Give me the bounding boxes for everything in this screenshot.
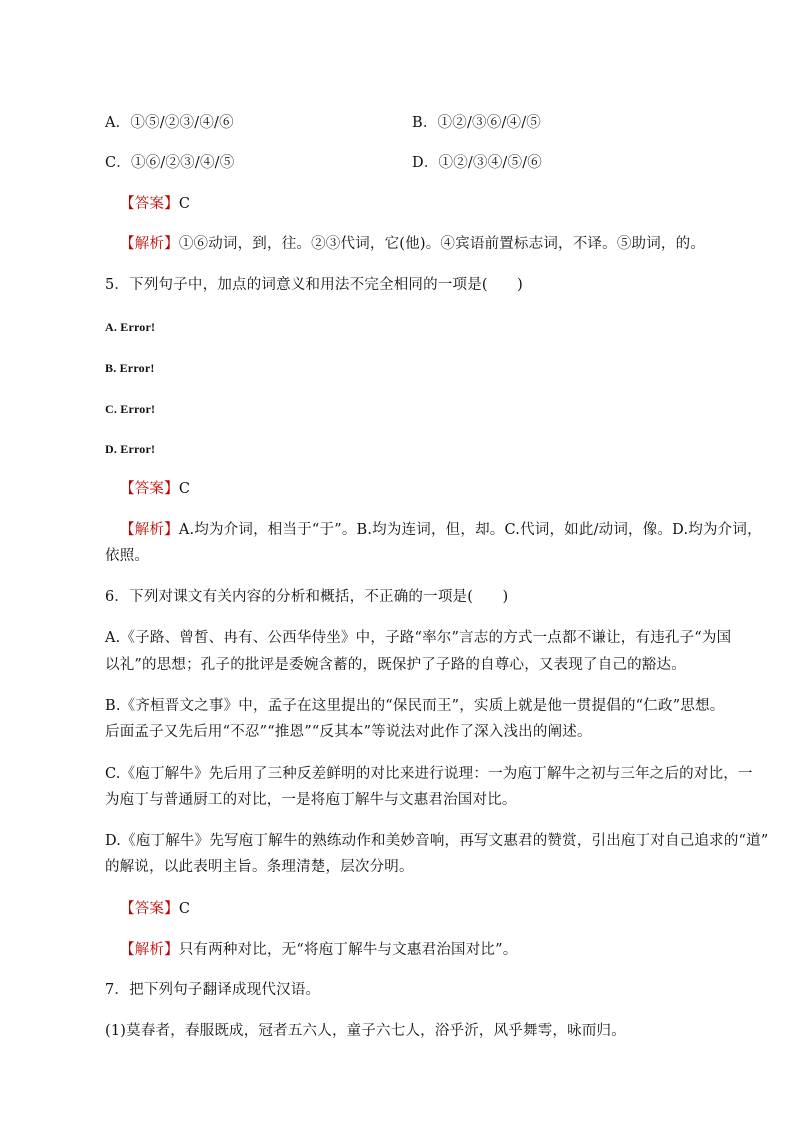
q6-option-d-line2: 的解说，以此表明主旨。条理清楚，层次分明。 [105, 859, 414, 875]
analysis-text: 只有两种对比，无“将庖丁解牛与文惠君治国对比”。 [178, 942, 518, 958]
q5-analysis-line1 [120, 521, 762, 540]
q6-option-b-line2: 后面孟子又先后用“不忍”“推恩”“反其本”等说法对此作了深入浅出的阐述。 [105, 724, 592, 740]
analysis-tag: 【解析】 [120, 522, 179, 538]
q4-analysis [120, 235, 705, 254]
analysis-tag: 【解析】 [120, 942, 179, 958]
analysis-text: A.均为介词，相当于“于”。B.均为连词，但，却。C.代词，如此/动词，像。D.均为介词， [178, 522, 762, 538]
q4-option-c: C．①⑥/②③/④/⑤ [105, 155, 235, 171]
q6-option-d-line1: D.《庖丁解牛》先写庖丁解牛的熟练动作和美妙音响，再写文惠君的赞赏，引出庖丁对自己追求的“道” [105, 833, 769, 849]
q6-stem: 6．下列对课文有关内容的分析和概括，不正确的一项是( ) [105, 589, 509, 605]
q6-option-c-line1: C.《庖丁解牛》先后用了三种反差鲜明的对比来进行说理：一为庖丁解牛之初与三年之后的对比，一 [105, 766, 753, 782]
q6-option-a-line1: A.《子路、曾皙、冉有、公西华侍坐》中，子路“率尔”言志的方式一点都不谦让，有违孔子“为国 [105, 630, 732, 646]
answer-tag: 【答案】 [120, 481, 179, 497]
q4-answer [120, 195, 190, 214]
q6-option-a-line2: 以礼”的思想；孔子的批评是委婉含蓄的，既保护了子路的自尊心，又表现了自己的豁达。 [105, 657, 686, 673]
q5-stem: 5．下列句子中，加点的词意义和用法不完全相同的一项是( ) [105, 277, 524, 293]
answer-value: C [178, 901, 191, 917]
q6-answer [120, 900, 190, 919]
q5-option-c: C. Error! [105, 402, 156, 416]
q5-option-d: D. Error! [105, 442, 156, 456]
answer-tag: 【答案】 [120, 901, 179, 917]
q6-option-b-line1: B.《齐桓晋文之事》中，孟子在这里提出的“保民而王”，实质上就是他一贯提倡的“仁政”思想。 [105, 698, 725, 714]
q5-analysis-line2: 依照。 [105, 548, 150, 564]
q5-option-a: A. Error! [105, 320, 156, 334]
answer-value: C [178, 196, 191, 212]
analysis-text: ①⑥动词，到，往。②③代词，它(他)。④宾语前置标志词，不译。⑤助词，的。 [178, 236, 706, 252]
q5-option-b: B. Error! [105, 361, 155, 375]
q4-option-b: B．①②/③⑥/④/⑤ [412, 115, 542, 131]
analysis-tag: 【解析】 [120, 236, 179, 252]
answer-value: C [178, 481, 191, 497]
answer-tag: 【答案】 [120, 196, 179, 212]
q7-stem: 7．把下列句子翻译成现代汉语。 [105, 982, 321, 998]
q4-option-d: D．①②/③④/⑤/⑥ [412, 155, 542, 171]
q7-item-1: (1)莫春者，春服既成，冠者五六人，童子六七人，浴乎沂，风乎舞雩，咏而归。 [105, 1023, 626, 1039]
q4-option-a: A．①⑤/②③/④/⑥ [105, 115, 234, 131]
q6-option-c-line2: 为庖丁与普通厨工的对比，一是将庖丁解牛与文惠君治国对比。 [105, 792, 517, 808]
q5-answer [120, 480, 190, 499]
q6-analysis [120, 941, 517, 960]
